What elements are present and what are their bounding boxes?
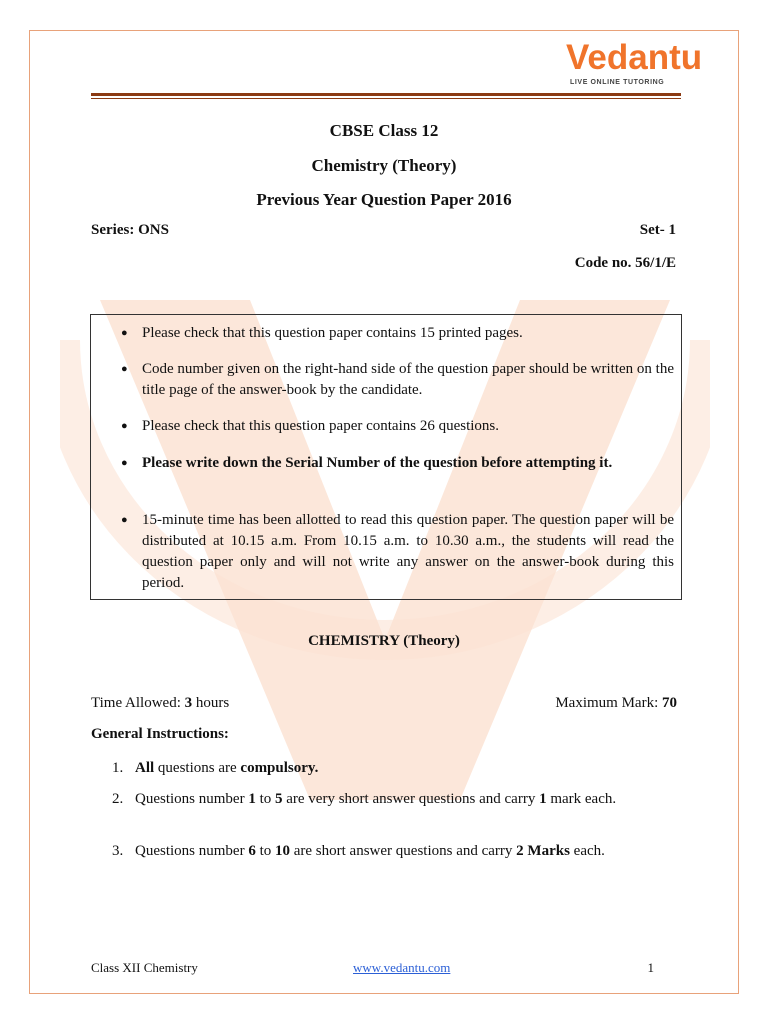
bullet-icon: ● <box>121 327 128 339</box>
time-allowed: Time Allowed: 3 hours <box>91 695 230 711</box>
list-item: ● 15-minute time has been allotted to read this question paper. The question paper will be distributed at 10.15 a.m. From 10.15 a.m. to 10.30 a.m., the students will read the question paper only and will not write any answer on the answer-book during this period. <box>121 512 674 591</box>
title-paper: Previous Year Question Paper 2016 <box>256 190 512 209</box>
vedantu-logo <box>566 38 703 90</box>
bullet-icon: ● <box>121 363 128 375</box>
set-label: Set- 1 <box>639 222 676 238</box>
footer-website-link[interactable]: www.vedantu.com <box>353 960 451 975</box>
list-item: ● Please check that this question paper contains 26 questions. <box>91 416 681 437</box>
logo-tagline: LIVE ONLINE TUTORING <box>570 79 665 86</box>
section-heading: CHEMISTRY (Theory) <box>308 633 460 649</box>
header-rule-thin <box>91 98 681 99</box>
bullet-icon: ● <box>121 514 128 526</box>
list-item: ● Please write down the Serial Number of the question before attempting it. <box>91 453 681 474</box>
bullet-icon: ● <box>121 420 128 432</box>
list-item: 1. All questions are compulsory. <box>112 760 319 776</box>
footer-class: Class XII Chemistry <box>91 960 198 975</box>
code-number: Code no. 56/1/E <box>574 255 676 271</box>
list-item: ● Code number given on the right-hand side of the question paper should be written on the title page of the answer-book by the candidate. <box>121 361 674 398</box>
general-instructions-title: General Instructions: <box>91 726 229 742</box>
list-item: 3. Questions number 6 to 10 are short answer questions and carry 2 Marks each. <box>112 843 605 859</box>
bullet-icon: ● <box>121 457 128 469</box>
maximum-marks: Maximum Mark: 70 <box>555 695 677 711</box>
header-rule-thick <box>91 93 681 96</box>
logo-wordmark: Vedantu <box>566 38 703 77</box>
instructions-box <box>90 314 682 600</box>
series-label: Series: ONS <box>91 222 169 238</box>
list-item: 2. Questions number 1 to 5 are very short answer questions and carry 1 mark each. <box>112 791 617 807</box>
title-subject: Chemistry (Theory) <box>311 156 457 175</box>
page-number: 1 <box>647 960 654 975</box>
list-item: ● Please check that this question paper contains 15 printed pages. <box>91 323 681 344</box>
title-class: CBSE Class 12 <box>329 121 439 140</box>
